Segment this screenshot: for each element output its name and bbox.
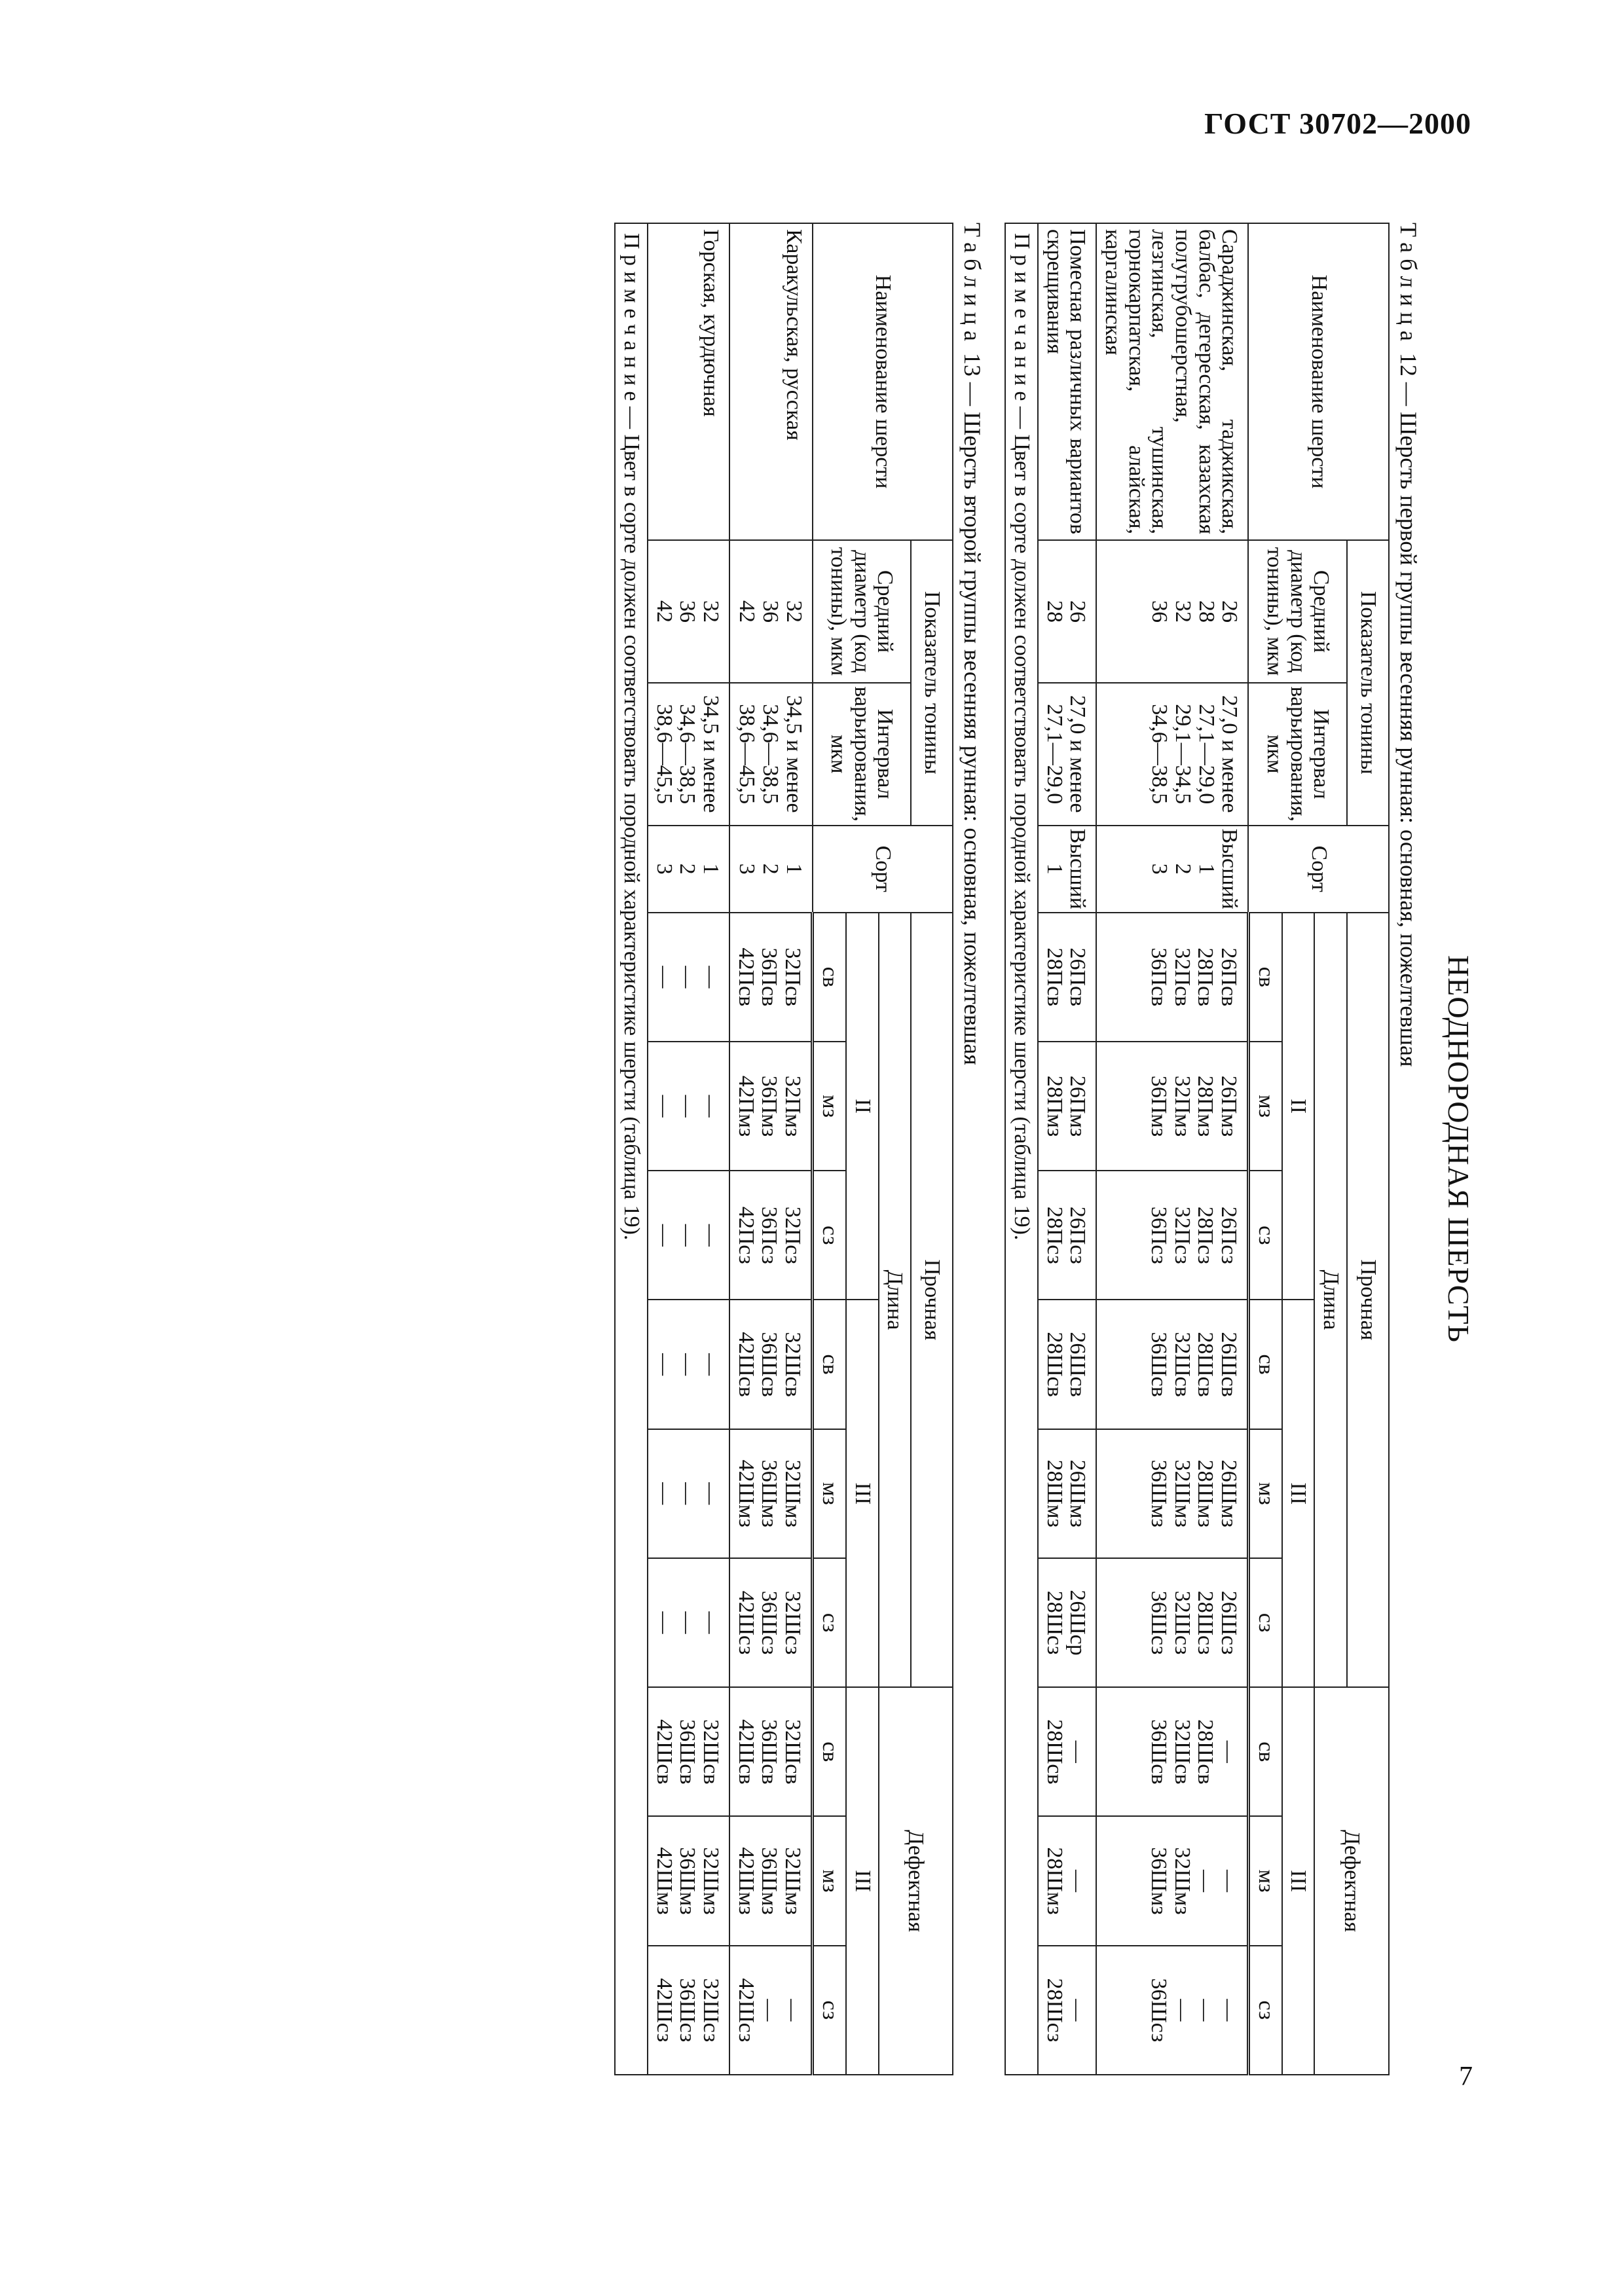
cell-d3sz: 32Шсз 36Шсз 42Шсз <box>648 1946 729 2075</box>
table-13 <box>614 223 953 2075</box>
header-length: Длина <box>879 913 912 1687</box>
sub-sz: сз <box>813 1171 846 1300</box>
cell-p2sz: 26Псз 28Псз <box>1038 1171 1096 1300</box>
table12-body <box>1005 223 1248 2075</box>
cell-p2sv: 26Псв 28Псв <box>1038 913 1096 1042</box>
cell-p3mz: 26Шмз 28Шмз 32Шмз 36Шмз <box>1096 1429 1248 1558</box>
sub-mz: мз <box>1248 1429 1281 1558</box>
header-length-III: III <box>1282 1300 1315 1687</box>
section-title: НЕОДНОРОДНАЯ ШЕРСТЬ <box>1442 955 1475 1343</box>
cell-sort: Высший 1 2 3 <box>1096 826 1248 913</box>
cell-p2sv: 26Псв 28Псв 32Псв 36Псв <box>1096 913 1248 1042</box>
cell-d3sv: 32Шсв 36Шсв 42Шсв <box>729 1687 813 1816</box>
cell-p3sv: 26Шсв 28Шсв <box>1038 1300 1096 1429</box>
header-length-II: II <box>1282 913 1315 1300</box>
table13-caption <box>956 223 989 2075</box>
cell-p2mz: 32Пмз 36Пмз 42Пмз <box>729 1042 813 1171</box>
cell-d3sv: — 28Шсв <box>1038 1687 1096 1816</box>
wool-name: Сараджинская, таджикская, балбас, дегересская, казахская полугрубошерстная, лезгинская, тушинская, горнокарпатская, алайская, каргалинская <box>1096 223 1248 540</box>
header-strong: Прочная <box>1347 913 1389 1687</box>
cell-sort: 1 2 3 <box>648 826 729 913</box>
cell-p2mz: 26Пмз 28Пмз 32Пмз 36Пмз <box>1096 1042 1248 1171</box>
cell-d3sv: — 28Шсв 32Шсв 36Шсв <box>1096 1687 1248 1816</box>
cell-p3sz: 32Шсз 36Шсз 42Шсз <box>729 1558 813 1687</box>
cell-d3sz: — 28Шсз <box>1038 1946 1096 2075</box>
cell-p3mz: 32Шмз 36Шмз 42Шмз <box>729 1429 813 1558</box>
cell-interval: 34,5 и менее 34,6—38,5 38,6—45,5 <box>729 683 813 826</box>
cell-sort: Высший 1 <box>1038 826 1096 913</box>
sub-sv: св <box>813 913 846 1042</box>
cell-d3sz: — — — 36Шсз <box>1096 1946 1248 2075</box>
sub-mz: мз <box>813 1816 846 1945</box>
sub-sv: св <box>1248 1687 1281 1816</box>
table-row <box>1096 223 1248 2075</box>
cell-p2mz: — — — <box>648 1042 729 1171</box>
header-name: Наименование шерсти <box>813 223 953 540</box>
wool-name: Каракульская, русская <box>729 223 813 540</box>
sub-mz: мз <box>1248 1042 1281 1171</box>
page-number: 7 <box>1459 2062 1473 2092</box>
cell-p3mz: — — — <box>648 1429 729 1558</box>
cell-diameter: 32 36 42 <box>729 540 813 683</box>
cell-diameter: 26 28 <box>1038 540 1096 683</box>
header-mean-diameter: Средний диаметр (код тонины), мкм <box>1248 540 1347 683</box>
cell-d3mz: 32Шмз 36Шмз 42Шмз <box>729 1816 813 1945</box>
cell-interval: 27,0 и менее 27,1—29,0 <box>1038 683 1096 826</box>
cell-diameter: 26 28 32 36 <box>1096 540 1248 683</box>
table-row <box>729 223 813 2075</box>
cell-p3sz: 26Шсз 28Шсз 32Шсз 36Шсз <box>1096 1558 1248 1687</box>
header-fineness: Показатель тонины <box>911 540 953 826</box>
cell-p2sz: 32Псз 36Псз 42Псз <box>729 1171 813 1300</box>
cell-p3sv: — — — <box>648 1300 729 1429</box>
table12-caption-word: Таблица <box>1395 223 1422 347</box>
header-fineness: Показатель тонины <box>1347 540 1389 826</box>
header-defective-III: III <box>1282 1687 1315 2075</box>
table12-caption <box>1392 223 1425 2075</box>
table-12 <box>1005 223 1390 2075</box>
table-row <box>1038 223 1096 2075</box>
header-interval: Интервал варьирования, мкм <box>813 683 912 826</box>
header-sort: Сорт <box>1248 826 1389 913</box>
table12-caption-text: 12 — Шерсть первой группы весенняя рунная: основная, пожелтевшая <box>1395 352 1422 1067</box>
table12-note: П р и м е ч а н и е — Цвет в сорте должен соответствовать породной характеристике шерсти (таблица 19). <box>1005 223 1038 2075</box>
header-length: Длина <box>1314 913 1347 1687</box>
cell-p2mz: 26Пмз 28Пмз <box>1038 1042 1096 1171</box>
cell-d3mz: — 28Шмз <box>1038 1816 1096 1945</box>
table-row <box>648 223 729 2075</box>
cell-p2sz: 26Псз 28Псз 32Псз 36Псз <box>1096 1171 1248 1300</box>
wool-name: Помесная различных вариантов скрещивания <box>1038 223 1096 540</box>
table-note-row <box>1005 223 1038 2075</box>
table-note-row <box>615 223 648 2075</box>
header-name: Наименование шерсти <box>1248 223 1389 540</box>
cell-p3sv: 26Шсв 28Шсв 32Шсв 36Шсв <box>1096 1300 1248 1429</box>
header-defective: Дефектная <box>879 1687 953 2075</box>
cell-p3sz: — — — <box>648 1558 729 1687</box>
sub-sz: сз <box>1248 1946 1281 2075</box>
sub-sv: св <box>813 1300 846 1429</box>
cell-p3mz: 26Шмз 28Шмз <box>1038 1429 1096 1558</box>
sub-sv: св <box>1248 1300 1281 1429</box>
header-sort: Сорт <box>813 826 953 913</box>
document-code: ГОСТ 30702—2000 <box>1204 107 1471 140</box>
cell-d3mz: 32Шмз 36Шмз 42Шмз <box>648 1816 729 1945</box>
sub-sz: сз <box>1248 1558 1281 1687</box>
header-length-III: III <box>846 1300 879 1687</box>
cell-d3mz: — — 32Шмз 36Шмз <box>1096 1816 1248 1945</box>
cell-interval: 34,5 и менее 34,6—38,5 38,6—45,5 <box>648 683 729 826</box>
sub-mz: мз <box>1248 1816 1281 1945</box>
header-defective-III: III <box>846 1687 879 2075</box>
cell-p2sz: — — — <box>648 1171 729 1300</box>
header-defective: Дефектная <box>1314 1687 1389 2075</box>
sub-sz: сз <box>813 1558 846 1687</box>
header-length-II: II <box>846 913 879 1300</box>
sub-sv: св <box>1248 913 1281 1042</box>
header-interval: Интервал варьирования, мкм <box>1248 683 1347 826</box>
cell-p3sz: 26Шср 28Шсз <box>1038 1558 1096 1687</box>
sub-mz: мз <box>813 1429 846 1558</box>
sub-sv: св <box>813 1687 846 1816</box>
header-strong: Прочная <box>911 913 953 1687</box>
cell-sort: 1 2 3 <box>729 826 813 913</box>
cell-p2sv: 32Псв 36Псв 42Псв <box>729 913 813 1042</box>
sub-sz: сз <box>1248 1171 1281 1300</box>
cell-d3sz: — — 42Шсз <box>729 1946 813 2075</box>
wool-name: Горская, курдючная <box>648 223 729 540</box>
cell-diameter: 32 36 42 <box>648 540 729 683</box>
table13-caption-word: Таблица <box>959 223 986 347</box>
cell-p3sv: 32Шсв 36Шсв 42Шсв <box>729 1300 813 1429</box>
sub-mz: мз <box>813 1042 846 1171</box>
cell-interval: 27,0 и менее 27,1—29,0 29,1—34,5 34,6—38,5 <box>1096 683 1248 826</box>
table13-body <box>615 223 812 2075</box>
cell-p2sv: — — — <box>648 913 729 1042</box>
table13-note: П р и м е ч а н и е — Цвет в сорте должен соответствовать породной характеристике шерсти (таблица 19). <box>615 223 648 2075</box>
header-mean-diameter: Средний диаметр (код тонины), мкм <box>813 540 912 683</box>
rotated-content <box>170 223 1480 2075</box>
cell-d3sv: 32Шсв 36Шсв 42Шсв <box>648 1687 729 1816</box>
table13-caption-text: 13 — Шерсть второй группы весенняя рунная: основная, пожелтевшая <box>959 352 986 1065</box>
sub-sz: сз <box>813 1946 846 2075</box>
